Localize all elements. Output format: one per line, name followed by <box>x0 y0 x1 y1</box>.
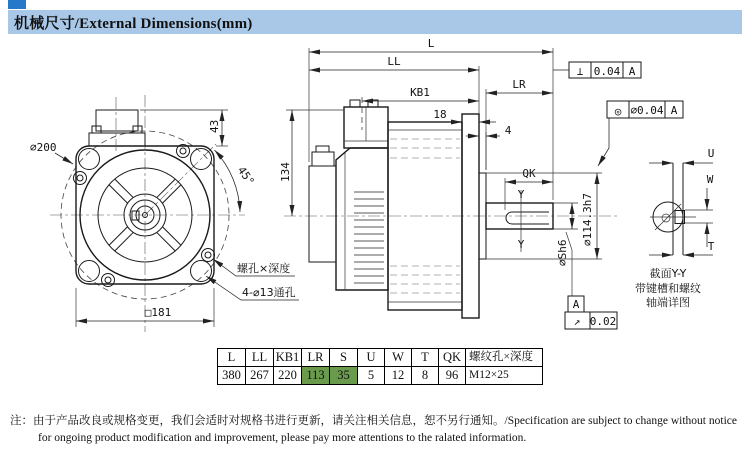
table-header-L: L <box>218 349 246 367</box>
footnote-line2: for ongoing product modification and improvement, please pay more attentions to the ralated information. <box>38 432 527 444</box>
front-connector <box>89 97 145 152</box>
datum-label: A <box>572 298 580 311</box>
table-value-KB1: 220 <box>274 367 302 385</box>
section-caption-2: 带键槽和螺纹 <box>635 282 701 295</box>
concentricity-value: ⌀0.04 <box>630 104 664 117</box>
dim-label-134: 134 <box>279 162 292 182</box>
footnote <box>10 413 742 447</box>
section-view <box>635 147 715 309</box>
dim-label-W: W <box>706 173 714 186</box>
side-view <box>279 37 683 329</box>
front-view <box>30 95 299 332</box>
footnote-prefix: 注： <box>10 415 33 427</box>
perpendicularity-symbol: ⊥ <box>576 65 584 78</box>
table-header-KB1: KB1 <box>274 349 302 367</box>
section-caption-3: 轴端详图 <box>646 296 690 309</box>
table-value-thread: M12×25 <box>466 367 543 385</box>
dim-label-LR: LR <box>512 78 526 91</box>
dim-label-43: 43 <box>208 119 221 133</box>
perpendicularity-datum: A <box>628 65 636 78</box>
table-value-W: 12 <box>385 367 412 385</box>
table-header-T: T <box>412 349 439 367</box>
table-header-U: U <box>358 349 385 367</box>
table-header-LL: LL <box>246 349 274 367</box>
section-title: 机械尺寸/External Dimensions(mm) <box>14 15 253 32</box>
concentricity-datum: A <box>670 104 678 117</box>
dim-label-LL: LL <box>387 55 401 68</box>
table-value-LL: 267 <box>246 367 274 385</box>
runout-value: 0.02 <box>589 315 617 328</box>
table-header-thread: 螺纹孔×深度 <box>466 349 543 367</box>
perpendicularity-value: 0.04 <box>593 65 621 78</box>
label-through-hole: 4-⌀13通孔 <box>242 286 296 299</box>
table-value-QK: 96 <box>439 367 466 385</box>
dimension-table <box>217 348 543 385</box>
dim-label-4: 4 <box>504 124 512 137</box>
concentricity-frame <box>598 101 683 166</box>
table-value-LR: 113 <box>302 367 330 385</box>
table-value-S: 35 <box>330 367 358 385</box>
dim-label-QK: QK <box>522 167 536 180</box>
dim-label-shaft-dia: ⌀Sh6 <box>556 239 569 266</box>
dim-label-sq181: □181 <box>144 306 172 319</box>
dim-label-d200: ⌀200 <box>30 141 57 154</box>
concentricity-symbol: ◎ <box>614 105 622 118</box>
dim-label-KB1: KB1 <box>410 86 430 99</box>
table-header-S: S <box>330 349 358 367</box>
table-value-U: 5 <box>358 367 385 385</box>
section-mark-y-bottom: Y <box>517 238 525 251</box>
table-header-QK: QK <box>439 349 466 367</box>
cooling-fins <box>354 192 384 283</box>
table-value-T: 8 <box>412 367 439 385</box>
footnote-line1: 由于产品改良或规格变更，我们会适时对规格书进行更新，请关注相关信息，恕不另行通知。/Specification are subject to change without notice <box>33 415 737 427</box>
runout-symbol: ↗ <box>573 315 581 328</box>
perpendicularity-frame <box>553 62 641 78</box>
dim-label-spigot-dia: ⌀114.3h7 <box>581 193 594 246</box>
table-value-L: 380 <box>218 367 246 385</box>
section-caption-1: 截面Y-Y <box>649 267 687 280</box>
table-header-LR: LR <box>302 349 330 367</box>
dim-label-18: 18 <box>433 108 447 121</box>
dim-label-L: L <box>427 37 435 50</box>
dim-label-45deg: 45° <box>234 164 257 188</box>
table-header-W: W <box>385 349 412 367</box>
dim-label-U: U <box>707 147 715 160</box>
label-screw-hole: 螺孔×深度 <box>237 262 291 275</box>
section-mark-y-top: Y <box>517 188 525 201</box>
dim-label-T: T <box>707 240 715 253</box>
